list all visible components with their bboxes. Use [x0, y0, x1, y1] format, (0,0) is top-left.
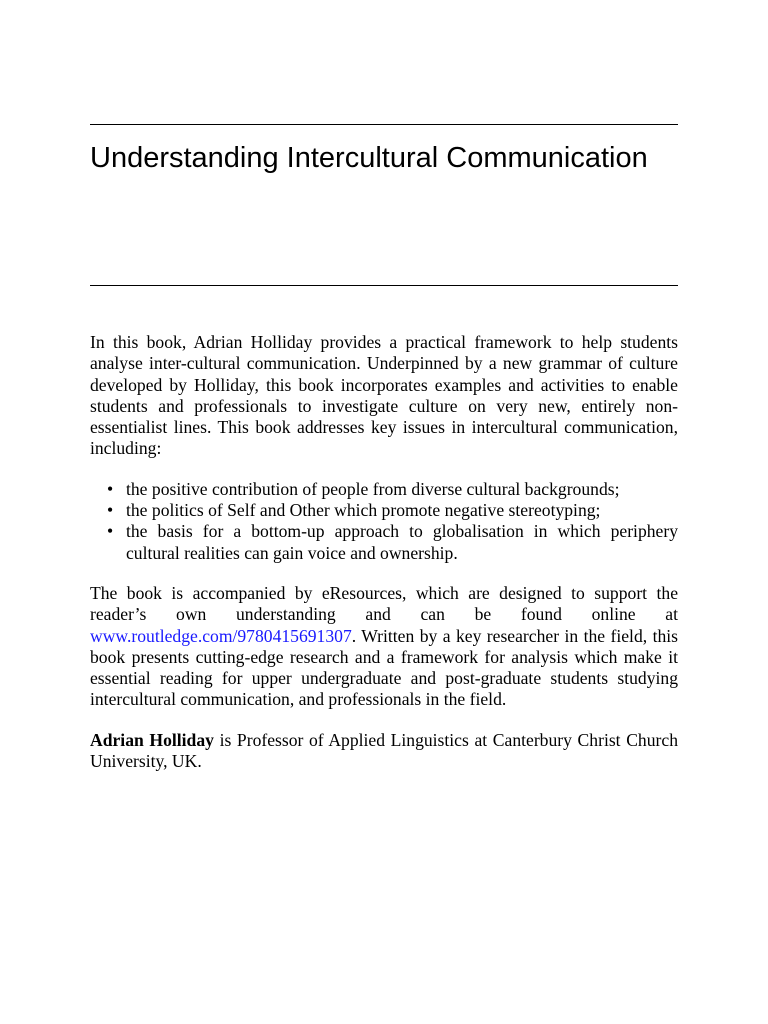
list-item-text: the politics of Self and Other which promote negative stereotyping;	[126, 500, 601, 521]
author-name: Adrian Holliday	[90, 729, 214, 750]
book-description	[90, 332, 678, 772]
title-bottom-rule	[90, 285, 678, 286]
author-bio-paragraph	[90, 730, 678, 773]
bullet-icon: •	[107, 521, 114, 542]
intro-paragraph: In this book, Adrian Holliday provides a practical framework to help students analyse inter-cultural communication. Underpinned by a new grammar of culture developed by Holliday, this book incorporates examples and activities to enable students and professionals to investigate culture on very new, entirely non-essentialist lines. This book addresses key issues in intercultural communication, including:	[90, 332, 678, 459]
key-issues-list	[90, 479, 678, 564]
list-item	[90, 500, 678, 521]
title-top-rule	[90, 124, 678, 125]
book-title: Understanding Intercultural Communication	[90, 142, 648, 174]
list-item-text: the positive contribution of people from diverse cultural backgrounds;	[126, 478, 620, 499]
list-item	[90, 521, 678, 564]
bullet-icon: •	[107, 500, 114, 521]
eresources-text-after-link: . Written by a key researcher in the field, this book presents cutting-edge research and a framework for analysis which make it essential reading for upper undergraduate and post-graduate students studying intercultural communication, and professionals in the field.	[90, 625, 678, 710]
eresources-link[interactable]: www.routledge.com/9780415691307	[90, 625, 352, 646]
eresources-paragraph	[90, 583, 678, 711]
eresources-text-before-link: The book is accompanied by eResources, which are designed to support the reader’s own understanding and can be found online at	[90, 582, 678, 625]
author-bio-text: is Professor of Applied Linguistics at Canterbury Christ Church University, UK.	[90, 729, 678, 772]
list-item-text: the basis for a bottom-up approach to globalisation in which periphery cultural realities can gain voice and ownership.	[126, 521, 678, 563]
list-item	[90, 479, 678, 500]
bullet-icon: •	[107, 478, 114, 499]
